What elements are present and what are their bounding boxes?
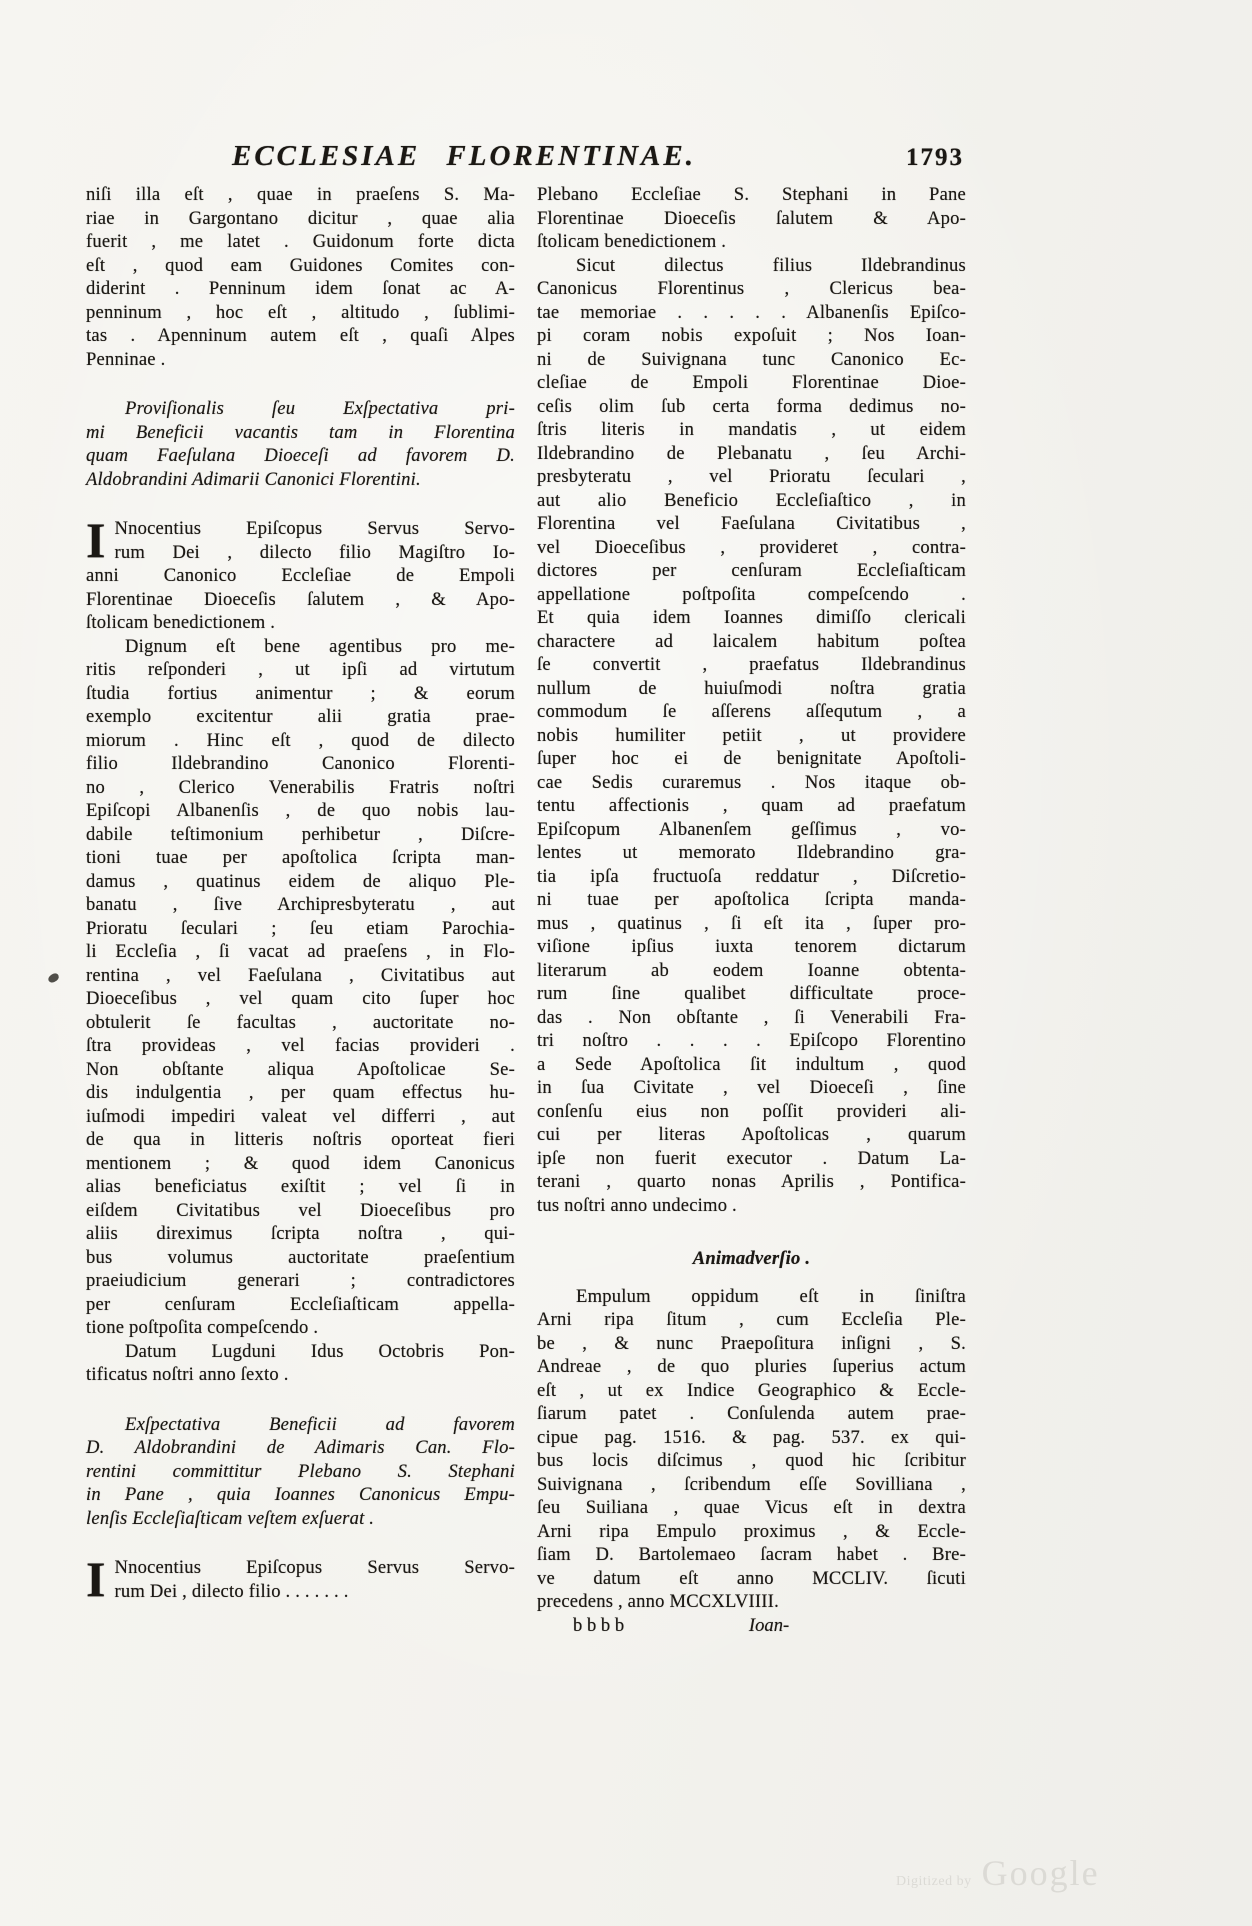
text-line: Sicut dilectus filius Ildebrandinus xyxy=(576,254,966,276)
bull-text-innocentius-1 xyxy=(86,512,515,635)
address-continuation xyxy=(537,183,966,254)
text-line: anni Canonico Eccleſiae de Empoli xyxy=(86,565,515,586)
text-line: literarum ab eodem Ioanne obtenta- xyxy=(537,959,966,981)
signature-mark: b b b b xyxy=(573,1614,625,1636)
text-line: rentina , vel Faeſulana , Civitatibus aut xyxy=(86,964,515,986)
text-line: bus volumus auctoritate praeſentium xyxy=(86,1246,515,1268)
text-line: damus , quatinus eidem de aliquo Ple- xyxy=(86,870,515,892)
text-line: Florentinae Dioeceſis ſalutem & Apo- xyxy=(537,207,966,229)
text-line: ritis reſponderi , ut ipſi ad virtutum xyxy=(86,659,515,680)
section-heading-exspectativa xyxy=(86,1413,515,1531)
text-line: lentes ut memorato Ildebrandino gra- xyxy=(537,842,966,863)
text-line: mentionem ; & quod idem Canonicus xyxy=(86,1152,515,1174)
google-watermark xyxy=(896,1852,1100,1894)
text-line: tentu affectionis , quam ad praefatum xyxy=(537,795,966,816)
text-line: eiſdem Civitatibus vel Dioeceſibus pro xyxy=(86,1199,515,1221)
google-logo: Google xyxy=(981,1853,1100,1893)
paragraph-sicut xyxy=(537,254,966,1218)
text-line: Prioratu ſeculari ; ſeu etiam Parochia- xyxy=(86,917,515,939)
paragraph-empulum xyxy=(537,1285,966,1614)
paragraph-continuation xyxy=(86,183,515,371)
text-line: in Pane , quia Ioannes Canonicus Empu- xyxy=(86,1484,515,1505)
text-line: Non obſtante aliqua Apoſtolicae Se- xyxy=(86,1058,515,1080)
text-line: presbyteratu , vel Prioratu ſeculari , xyxy=(537,466,966,487)
text-line: ni tuae per apoſtolica ſcripta manda- xyxy=(537,889,966,910)
left-column xyxy=(86,183,515,1637)
text-line: rum Dei , dilecto filio . . . . . . . xyxy=(114,1580,349,1602)
text-line: Dignum eſt bene agentibus pro me- xyxy=(125,635,515,657)
signature-row xyxy=(537,1614,966,1638)
text-line: Empulum oppidum eſt in ſiniſtra xyxy=(576,1285,966,1307)
paragraph-datum-lugduni xyxy=(86,1340,515,1387)
text-line: Suivignana , ſcribendum eſſe Sovilliana , xyxy=(537,1473,966,1495)
text-line: bus locis diſcimus , quod hic ſcribitur xyxy=(537,1450,966,1471)
text-line: a Sede Apoſtolica ſit indultum , quod xyxy=(537,1053,966,1075)
text-line: viſione ipſius iuxta tenorem dictarum xyxy=(537,936,966,957)
text-line: Proviſionalis ſeu Exſpectativa pri- xyxy=(125,398,515,419)
text-line: eſt , quod eam Guidones Comites con- xyxy=(86,254,515,276)
text-line: precedens , anno MCCXLVIIII. xyxy=(537,1591,779,1612)
text-line: ve datum eſt anno MCCLIV. ſicuti xyxy=(537,1567,966,1589)
text-line: exemplo excitentur alii gratia prae- xyxy=(86,706,515,727)
text-line: ipſe non fuerit executor . Datum La- xyxy=(537,1147,966,1169)
text-line: das . Non obſtante , ſi Venerabili Fra- xyxy=(537,1006,966,1028)
text-line: pi coram nobis expoſuit ; Nos Ioan- xyxy=(537,325,966,346)
text-line: dis indulgentia , per quam effectus hu- xyxy=(86,1082,515,1103)
text-line: Datum Lugduni Idus Octobris Pon- xyxy=(125,1340,515,1362)
text-line: aliis direximus ſcripta noſtra , qui- xyxy=(86,1223,515,1244)
text-line: tificatus noſtri anno ſexto . xyxy=(86,1364,289,1385)
text-line: nobis humiliter petiit , ut providere xyxy=(537,724,966,746)
right-column xyxy=(537,183,966,1637)
text-line: vel Dioeceſibus , provideret , contra- xyxy=(537,536,966,558)
text-line: cipue pag. 1516. & pag. 537. ex qui- xyxy=(537,1426,966,1448)
text-line: banatu , ſive Archipresbyteratu , aut xyxy=(86,894,515,915)
text-line: li Eccleſia , ſi vacat ad praeſens , in Flo- xyxy=(86,941,515,962)
text-line: Florentinae Dioeceſis ſalutem , & Apo- xyxy=(86,588,515,610)
text-line: de qua in litteris noſtris oporteat fieri xyxy=(86,1129,515,1150)
text-line: cae Sedis curaremus . Nos itaque ob- xyxy=(537,771,966,793)
text-line: riae in Gargontano dicitur , quae alia xyxy=(86,207,515,229)
section-heading-provisionalis xyxy=(86,397,515,491)
text-line: Nnocentius Epiſcopus Servus Servo- xyxy=(114,518,515,539)
text-line: appellatione poſtpoſita compeſcendo . xyxy=(537,583,966,605)
drop-cap: I xyxy=(86,512,106,568)
text-line: tioni tuae per apoſtolica ſcripta man- xyxy=(86,847,515,868)
text-line: Animadverſio . xyxy=(692,1248,811,1269)
text-line: Arni ripa ſitum , cum Eccleſia Ple- xyxy=(537,1309,966,1330)
text-line: Florentina vel Faeſulana Civitatibus , xyxy=(537,513,966,534)
text-line: Dioeceſibus , vel quam cito ſuper hoc xyxy=(86,988,515,1009)
catchword: Ioan- xyxy=(748,1614,790,1636)
text-line: rum Dei , dilecto filio Magiſtro Io- xyxy=(114,541,515,563)
text-line: ſtolicam benedictionem . xyxy=(537,231,727,252)
text-line: miorum . Hinc eſt , quod de dilecto xyxy=(86,729,515,751)
text-line: lenſis Eccleſiaſticam veſtem exſuerat . xyxy=(86,1507,375,1529)
text-line: niſi illa eſt , quae in praeſens S. Ma- xyxy=(86,184,515,205)
text-line: D. Aldobrandini de Adimaris Can. Flo- xyxy=(86,1437,515,1458)
text-line: no , Clerico Venerabilis Fratris noſtri xyxy=(86,776,515,798)
text-line: Penninae . xyxy=(86,348,166,370)
text-line: fuerit , me latet . Guidonum forte dicta xyxy=(86,231,515,252)
text-line: in ſua Civitate , vel Dioeceſi , ſine xyxy=(537,1077,966,1098)
text-line: ſiam D. Bartolemaeo ſacram habet . Bre- xyxy=(537,1544,966,1565)
text-line: per cenſuram Eccleſiaſticam appella- xyxy=(86,1293,515,1315)
text-line: Epiſcopi Albanenſis , de quo nobis lau- xyxy=(86,800,515,821)
text-line: be , & nunc Praepoſitura inſigni , S. xyxy=(537,1332,966,1354)
text-line: ceſis olim ſub certa forma dedimus no- xyxy=(537,395,966,417)
text-line: Plebano Eccleſiae S. Stephani in Pane xyxy=(537,184,966,205)
text-line: iuſmodi impediri valeat vel differri , aut xyxy=(86,1105,515,1127)
text-line: ſtra provideas , vel facias provideri . xyxy=(86,1035,515,1056)
text-line: tia ipſa fructuoſa reddatur , Diſcretio- xyxy=(537,865,966,887)
text-line: filio Ildebrandino Canonico Florenti- xyxy=(86,753,515,774)
text-line: Et quia idem Ioannes dimiſſo clericali xyxy=(537,607,966,628)
text-line: nullum de huiuſmodi noſtra gratia xyxy=(537,677,966,699)
text-line: ſtudia fortius animentur ; & eorum xyxy=(86,682,515,704)
text-line: Ildebrandino de Plebanatu , ſeu Archi- xyxy=(537,442,966,464)
text-line: ſuper hoc ei de benignitate Apoſtoli- xyxy=(537,748,966,769)
text-line: charactere ad laicalem habitum poſtea xyxy=(537,630,966,652)
text-line: ſe convertit , praefatus Ildebrandinus xyxy=(537,654,966,675)
text-line: tas . Apenninum autem eſt , quaſi Alpes xyxy=(86,325,515,346)
text-line: tione poſtpoſita compeſcendo . xyxy=(86,1317,319,1338)
text-line: eſt , ut ex Indice Geographico & Eccle- xyxy=(537,1379,966,1401)
ink-smudge xyxy=(47,972,60,984)
text-line: terani , quarto nonas Aprilis , Pontifica- xyxy=(537,1171,966,1192)
text-line: conſenſu eius non poſſit provideri ali- xyxy=(537,1100,966,1122)
text-line: aut alio Beneficio Eccleſiaſtico , in xyxy=(537,489,966,511)
text-line: diderint . Penninum idem ſonat ac A- xyxy=(86,278,515,299)
text-line: ni de Suivignana tunc Canonico Ec- xyxy=(537,348,966,370)
text-line: Aldobrandini Adimarii Canonici Florentini. xyxy=(86,468,421,490)
text-columns xyxy=(86,183,966,1637)
text-line: tus noſtri anno undecimo . xyxy=(537,1194,737,1216)
text-line: Nnocentius Epiſcopus Servus Servo- xyxy=(114,1557,515,1578)
bull-text-innocentius-2 xyxy=(86,1551,515,1607)
text-line: mus , quatinus , ſi eſt ita , ſuper pro- xyxy=(537,912,966,934)
text-line: rentini committitur Plebano S. Stephani xyxy=(86,1460,515,1482)
text-line: obtulerit ſe facultas , auctoritate no- xyxy=(86,1011,515,1033)
text-line: dictores per cenſuram Eccleſiaſticam xyxy=(537,560,966,581)
text-line: ſiarum patet . Conſulenda autem prae- xyxy=(537,1403,966,1424)
text-line: ſtris literis in mandatis , ut eidem xyxy=(537,419,966,440)
drop-cap: I xyxy=(86,1551,106,1607)
text-line: Epiſcopum Albanenſem geſſimus , vo- xyxy=(537,818,966,840)
text-line: dabile teſtimonium perhibetur , Diſcre- xyxy=(86,823,515,845)
text-line: commodum ſe aſſerens aſſequtum , a xyxy=(537,701,966,722)
running-head xyxy=(86,140,964,173)
text-line: ſtolicam benedictionem . xyxy=(86,612,276,633)
animadversio-heading xyxy=(537,1247,966,1271)
page-number: 1793 xyxy=(906,144,964,171)
text-line: rum ſine qualibet difficultate proce- xyxy=(537,983,966,1004)
text-line: quam Faeſulana Dioeceſi ad favorem D. xyxy=(86,445,515,466)
text-line: tae memoriae . . . . . Albanenſis Epiſco- xyxy=(537,301,966,323)
text-line: Canonicus Florentinus , Clericus bea- xyxy=(537,278,966,299)
text-line: tri noſtro . . . . Epiſcopo Florentino xyxy=(537,1030,966,1051)
text-line: mi Beneficii vacantis tam in Florentina xyxy=(86,421,515,443)
text-line: cleſiae de Empoli Florentinae Dioe- xyxy=(537,372,966,393)
text-line: ſeu Suiliana , quae Vicus eſt in dextra xyxy=(537,1497,966,1518)
text-line: Andreae , de quo pluries ſuperius actum xyxy=(537,1356,966,1377)
digitized-by-label: Digitized by xyxy=(896,1874,972,1889)
text-line: praeiudicium generari ; contradictores xyxy=(86,1270,515,1291)
text-line: alias beneficiatus exiſtit ; vel ſi in xyxy=(86,1176,515,1197)
text-line: Exſpectativa Beneficii ad favorem xyxy=(125,1413,515,1435)
page-title: ECCLESIAE FLORENTINAE. xyxy=(232,140,696,172)
text-line: Arni ripa Empulo proximus , & Eccle- xyxy=(537,1520,966,1542)
paragraph-dignum xyxy=(86,635,515,1340)
text-line: penninum , hoc eſt , altitudo , ſublimi- xyxy=(86,301,515,323)
text-line: cui per literas Apoſtolicas , quarum xyxy=(537,1124,966,1145)
